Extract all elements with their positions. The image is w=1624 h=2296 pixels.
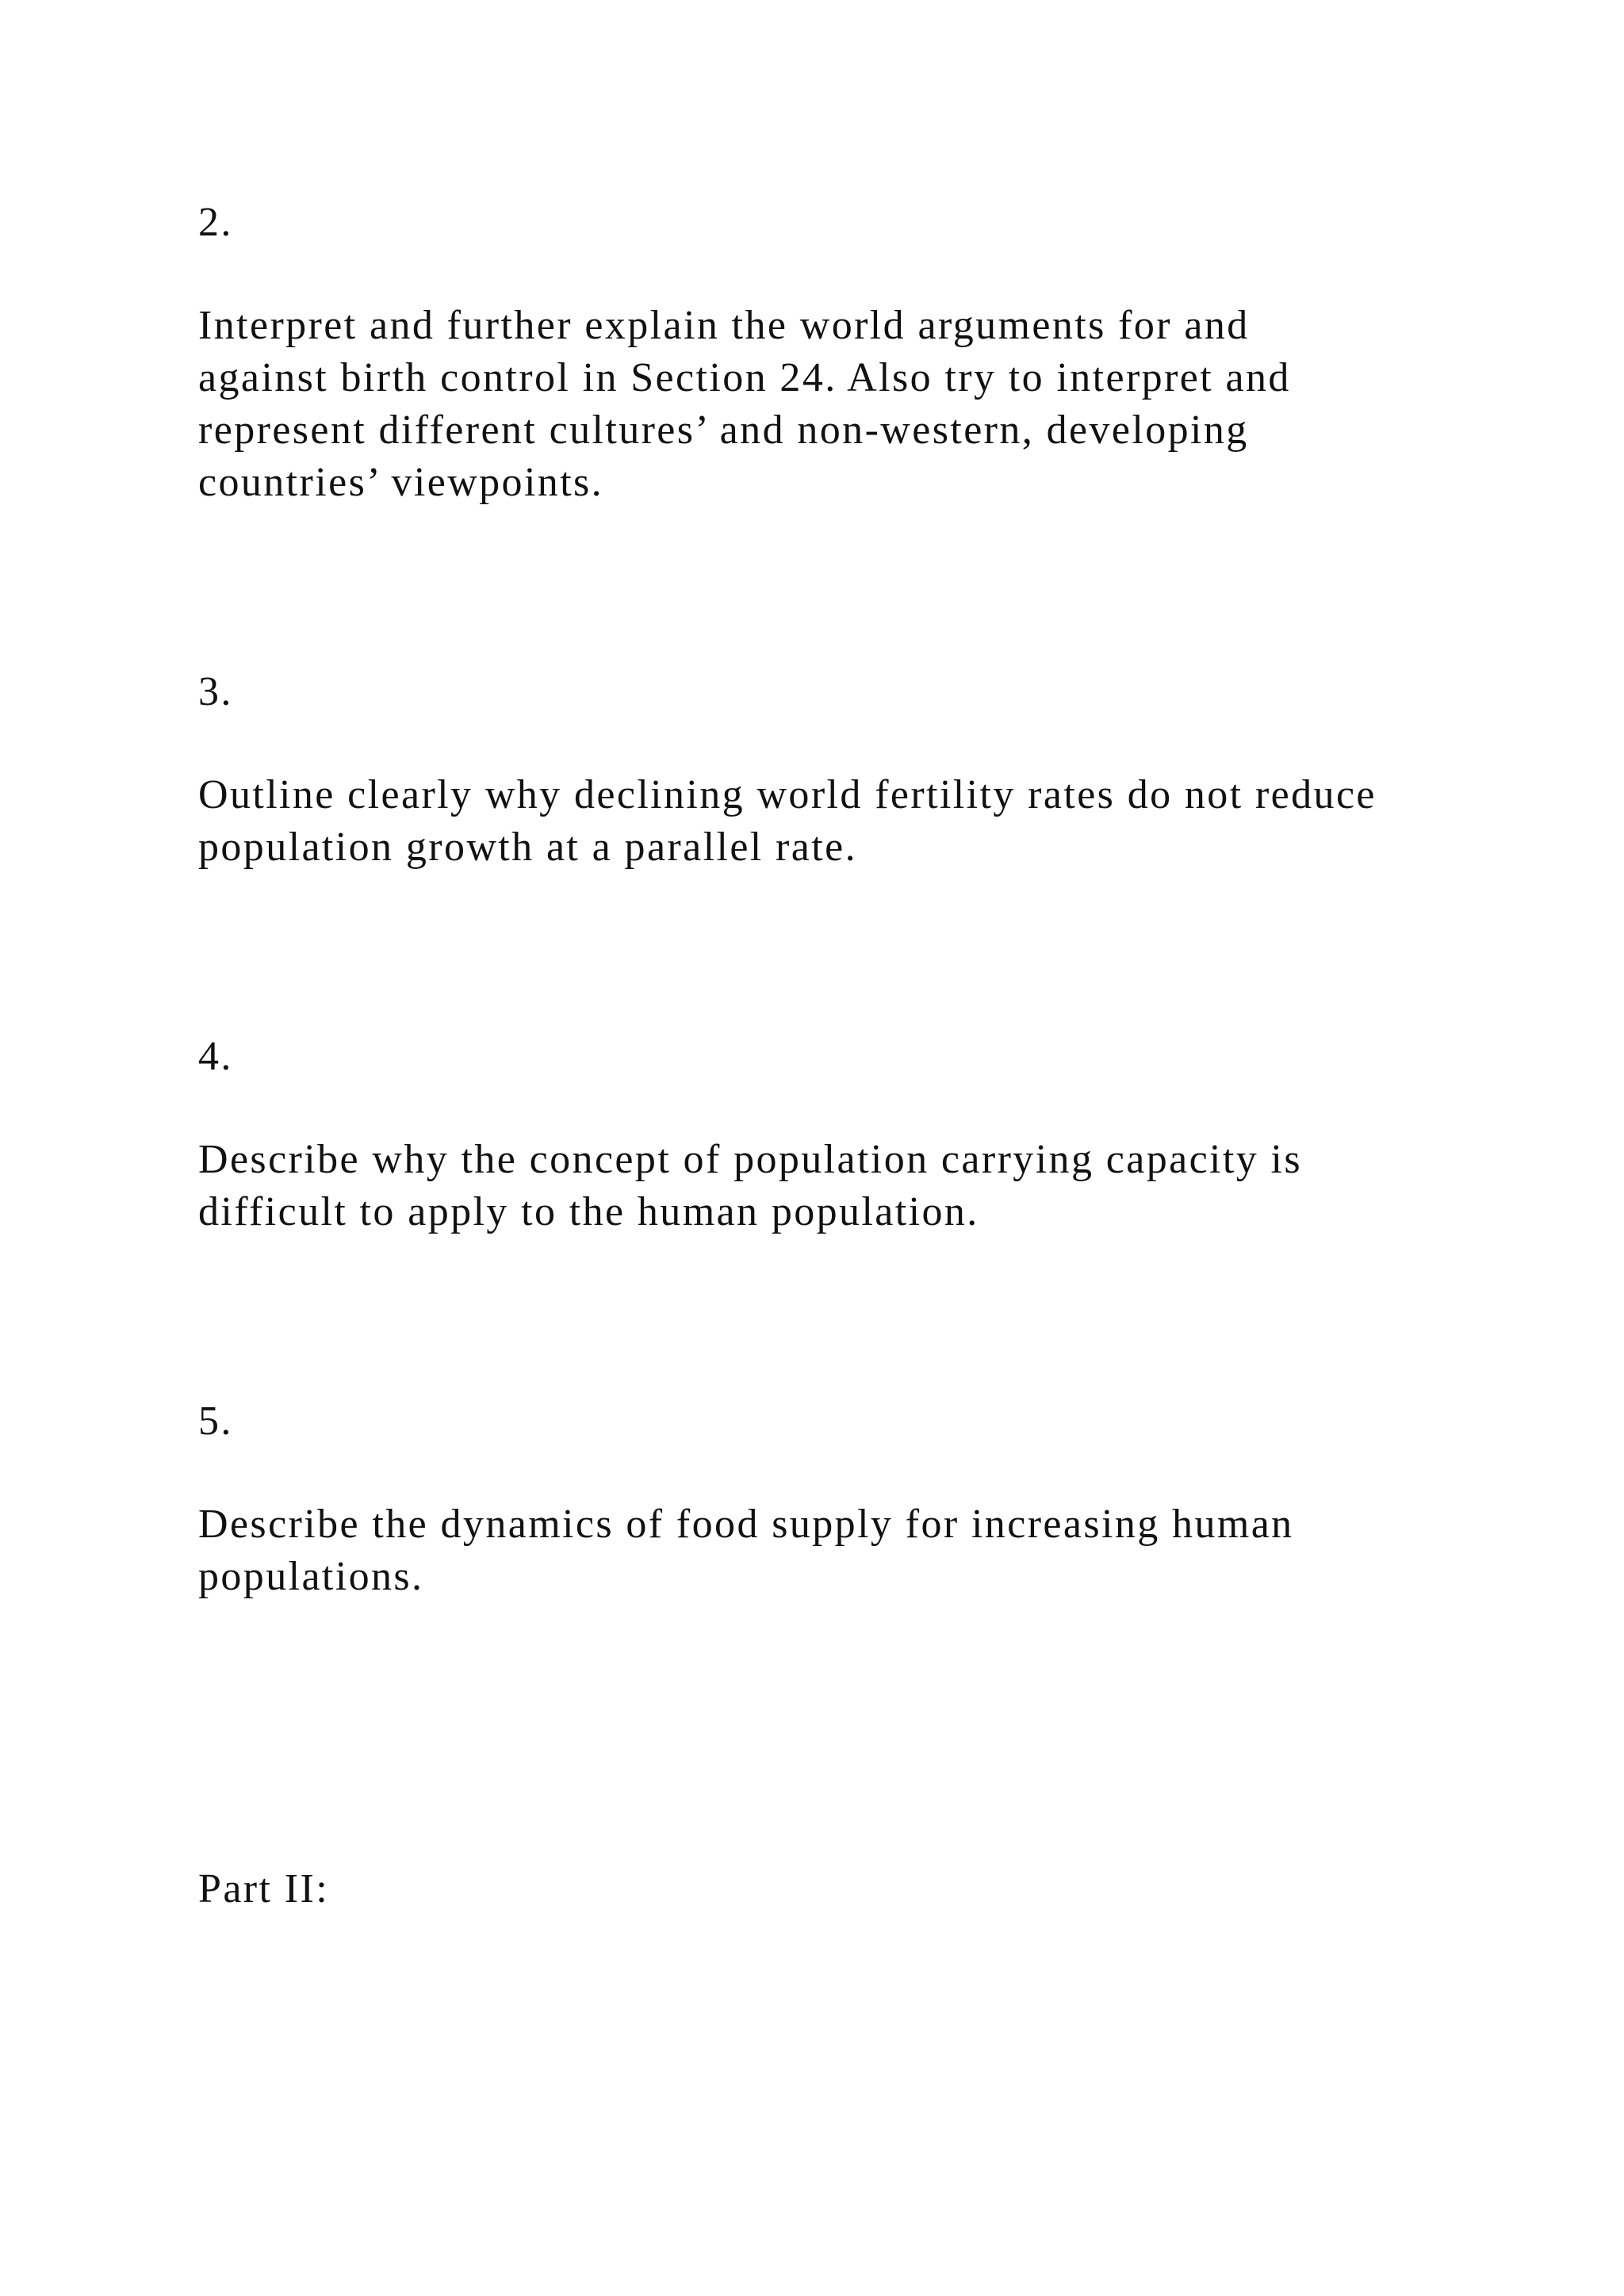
text-line: population growth at a parallel rate.	[198, 825, 857, 870]
text-line: against birth control in Section 24. Also try to interpret and	[198, 355, 1291, 400]
item-number: 5.	[198, 1399, 233, 1444]
item-number: 2.	[198, 200, 233, 245]
text-line: Describe the dynamics of food supply for increasing human	[198, 1502, 1294, 1547]
text-line: countries’ viewpoints.	[198, 460, 604, 505]
part-heading: Part II:	[198, 1866, 330, 1911]
item-number: 3.	[198, 669, 233, 714]
text-line: Interpret and further explain the world arguments for and	[198, 303, 1250, 348]
text-line: Describe why the concept of population carrying capacity is	[198, 1137, 1303, 1182]
item-text	[198, 1134, 1451, 1238]
item-text	[198, 769, 1451, 874]
text-line: represent different cultures’ and non-western, developing	[198, 408, 1249, 453]
text-line: difficult to apply to the human population.	[198, 1189, 979, 1234]
text-line: populations.	[198, 1554, 424, 1599]
item-text	[198, 300, 1451, 509]
item-number: 4.	[198, 1034, 233, 1079]
item-text	[198, 1498, 1451, 1603]
text-line: Outline clearly why declining world fertility rates do not reduce	[198, 772, 1377, 817]
